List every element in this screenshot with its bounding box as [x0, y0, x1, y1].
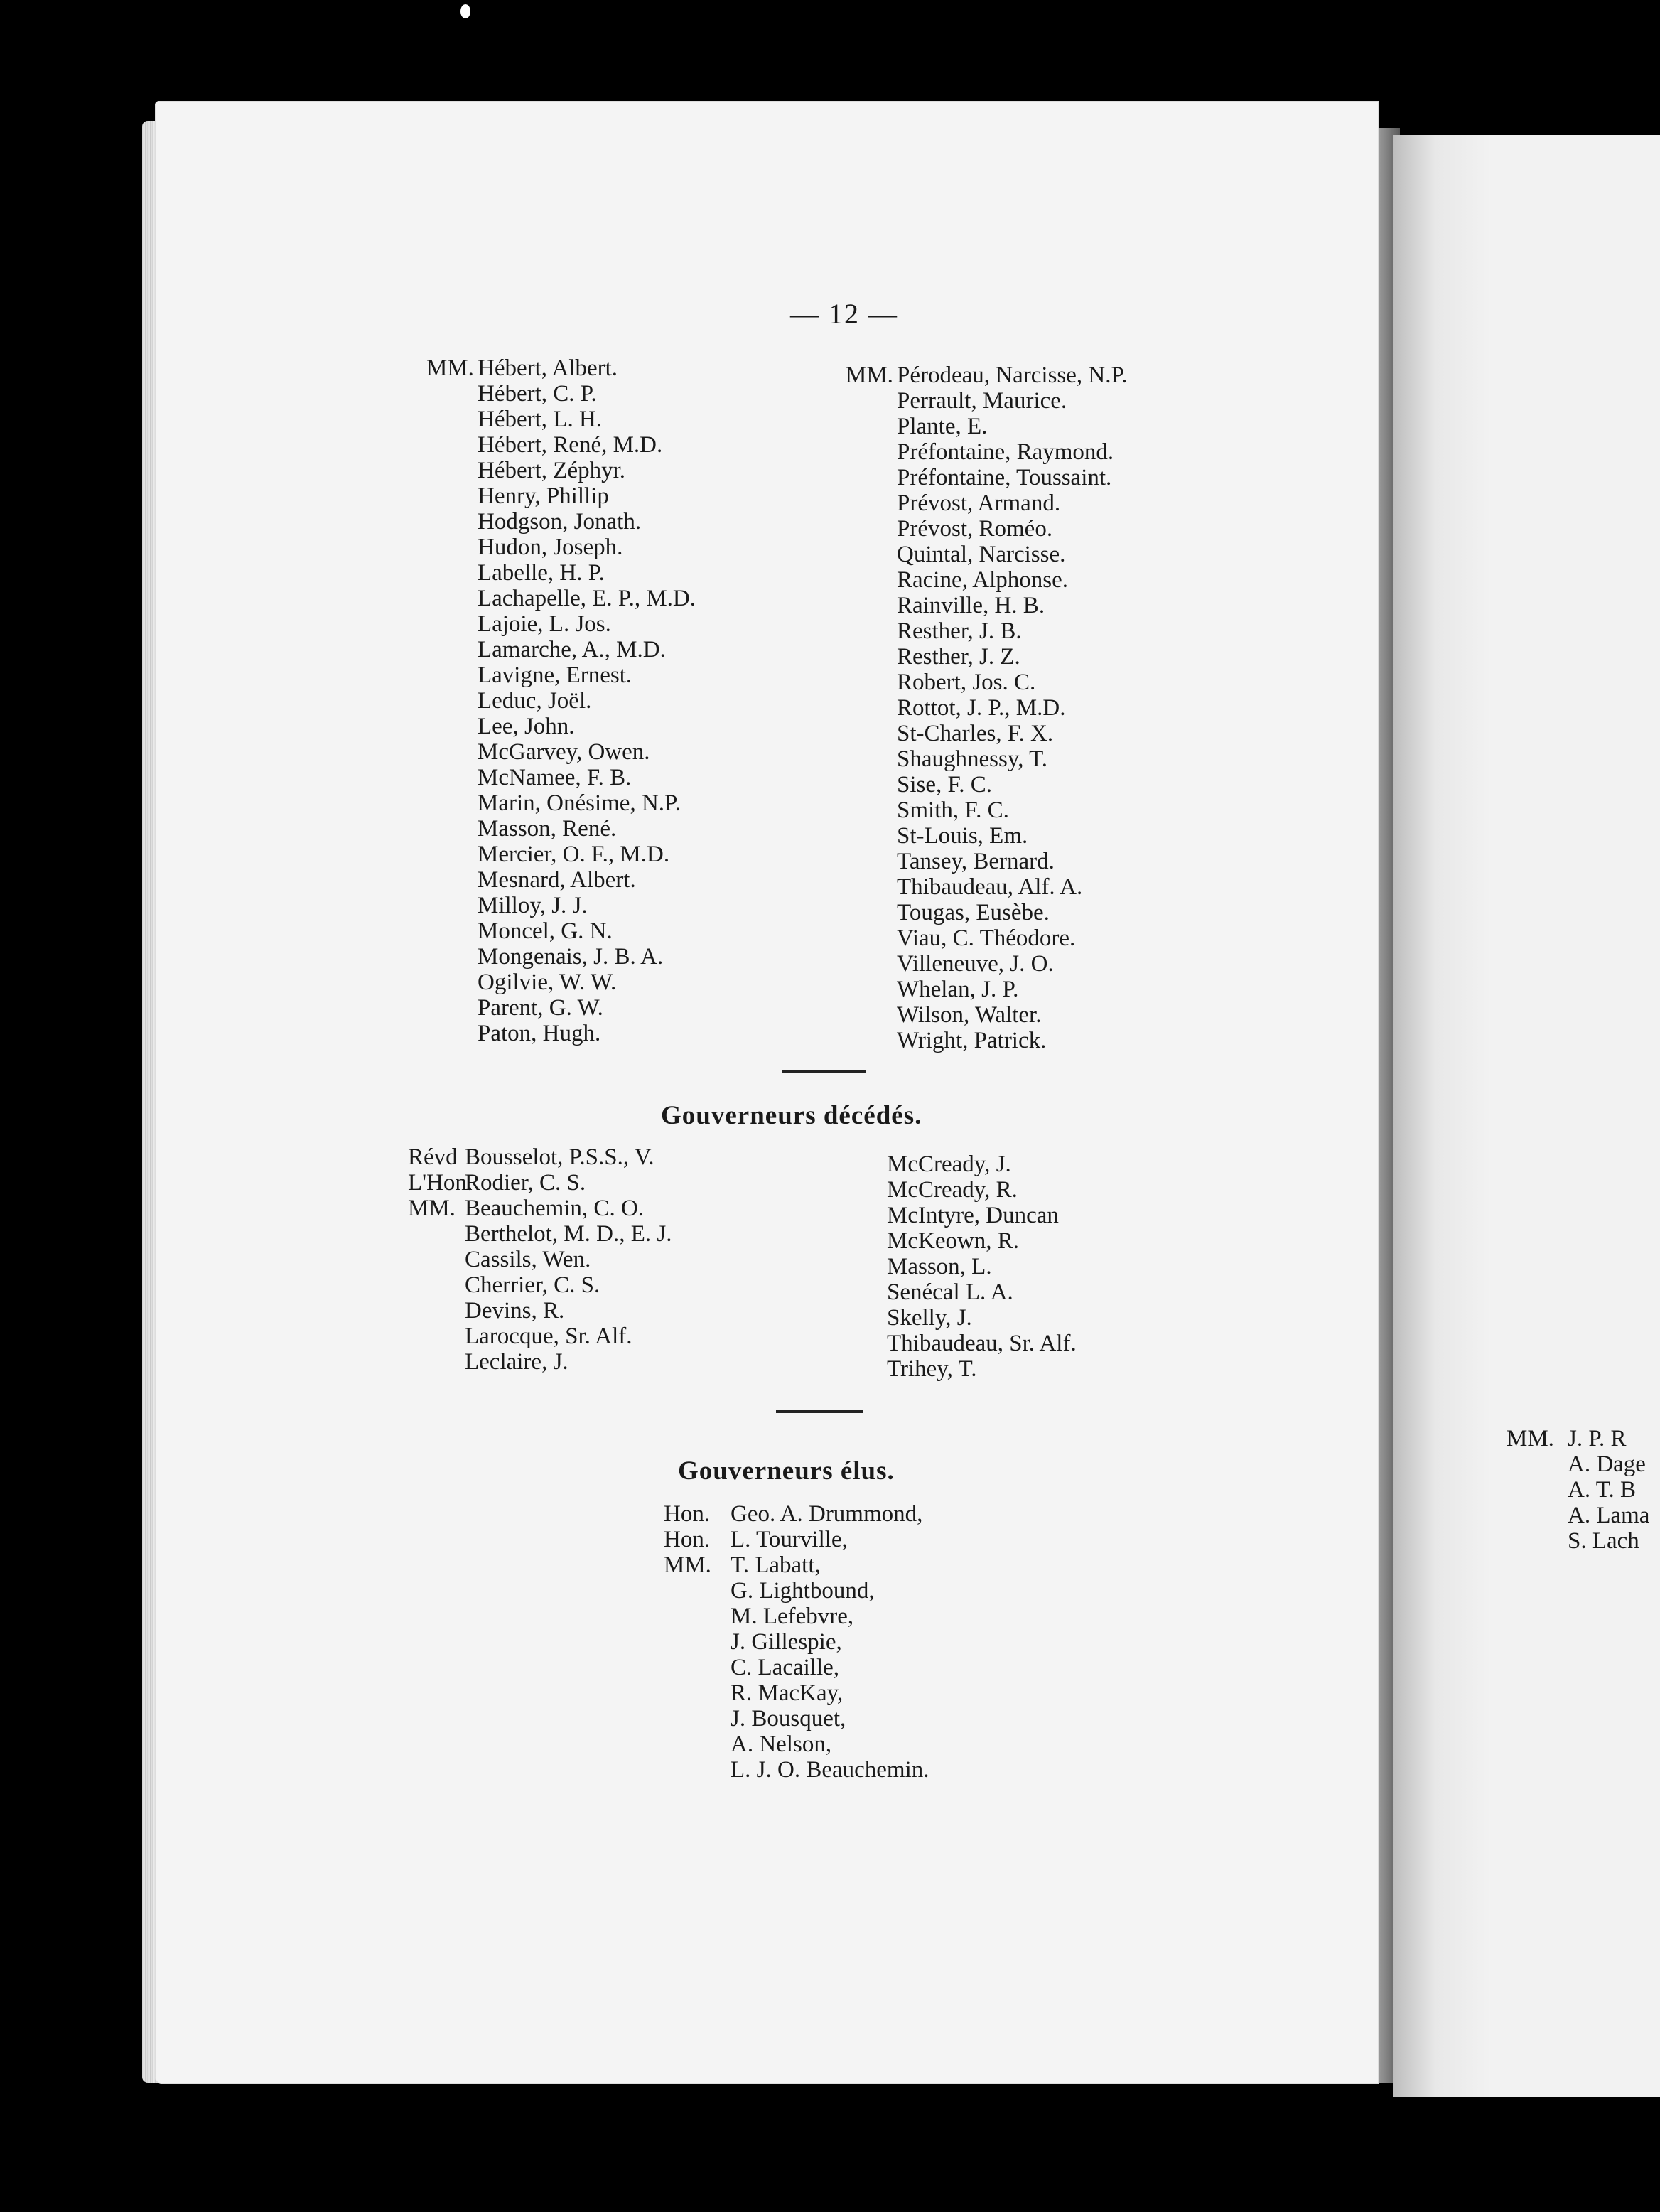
next-page — [1393, 135, 1660, 2097]
member-name-text: Mongenais, J. B. A. — [478, 944, 664, 970]
member-name — [846, 721, 1127, 746]
deceased-prefix: MM. — [408, 1196, 456, 1221]
elected-name: G. Lightbound, — [731, 1578, 875, 1604]
member-name — [846, 516, 1127, 542]
fragment-text: J. P. R — [1568, 1426, 1627, 1451]
member-name — [426, 918, 696, 944]
elected-entry — [664, 1629, 929, 1655]
member-name-text: Robert, Jos. C. — [897, 670, 1036, 695]
elected-entry — [664, 1552, 929, 1578]
fragment-text: A. Dage — [1568, 1451, 1646, 1477]
member-prefix: MM. — [426, 355, 474, 381]
member-name-text: Hébert, C. P. — [478, 381, 597, 407]
member-name-text: Tougas, Eusèbe. — [897, 900, 1050, 925]
member-name — [846, 670, 1127, 695]
member-name-text: McNamee, F. B. — [478, 765, 632, 790]
member-prefix: MM. — [846, 363, 893, 388]
deceased-entry: Senécal L. A. — [887, 1279, 1013, 1305]
member-name-text: Moncel, G. N. — [478, 918, 613, 944]
deceased-name: Cassils, Wen. — [465, 1247, 591, 1272]
member-name-text: Mercier, O. F., M.D. — [478, 842, 670, 867]
member-name — [426, 944, 696, 970]
deceased-entry — [408, 1196, 672, 1221]
member-name-text: McGarvey, Owen. — [478, 739, 650, 765]
member-name-text: Hébert, Zéphyr. — [478, 458, 626, 483]
member-name-text: Viau, C. Théodore. — [897, 925, 1076, 951]
member-name — [426, 381, 696, 407]
member-name-text: Resther, J. Z. — [897, 644, 1020, 670]
member-name — [846, 1028, 1127, 1053]
member-name — [846, 593, 1127, 618]
member-name-text: Quintal, Narcisse. — [897, 542, 1066, 567]
member-name — [426, 893, 696, 918]
next-page-fragment — [1507, 1426, 1649, 1554]
member-name-text: Whelan, J. P. — [897, 977, 1019, 1002]
fragment-line — [1507, 1477, 1649, 1503]
elected-name: M. Lefebvre, — [731, 1604, 854, 1629]
member-name — [426, 611, 696, 637]
deceased-entry: Trihey, T. — [887, 1356, 977, 1382]
member-name-text: Masson, René. — [478, 816, 617, 842]
member-name-text: Leduc, Joël. — [478, 688, 592, 714]
elected-entry — [664, 1527, 929, 1552]
deceased-entry — [408, 1144, 672, 1170]
deceased-name: Berthelot, M. D., E. J. — [465, 1221, 672, 1247]
elected-name: J. Bousquet, — [731, 1706, 846, 1732]
member-name — [846, 618, 1127, 644]
member-name-text: Préfontaine, Raymond. — [897, 439, 1114, 465]
deceased-prefix: L'Hon. — [408, 1170, 473, 1196]
member-name-text: Henry, Phillip — [478, 483, 609, 509]
deceased-name: Devins, R. — [465, 1298, 565, 1324]
member-name — [426, 586, 696, 611]
member-name-text: Villeneuve, J. O. — [897, 951, 1054, 977]
elected-prefix: MM. — [664, 1552, 711, 1578]
elected-name: T. Labatt, — [731, 1552, 821, 1578]
fragment-text: A. Lama — [1568, 1503, 1650, 1528]
deceased-entry — [408, 1324, 672, 1349]
member-name — [846, 439, 1127, 465]
member-name — [426, 535, 696, 560]
elected-entry — [664, 1680, 929, 1706]
member-name-text: St-Louis, Em. — [897, 823, 1028, 849]
deceased-entry — [408, 1298, 672, 1324]
elected-entry — [664, 1655, 929, 1680]
member-name-text: Perrault, Maurice. — [897, 388, 1067, 414]
member-name — [426, 970, 696, 995]
elected-name: L. J. O. Beauchemin. — [731, 1757, 929, 1783]
member-name-text: Resther, J. B. — [897, 618, 1022, 644]
member-name-text: Wilson, Walter. — [897, 1002, 1042, 1028]
member-name-text: Labelle, H. P. — [478, 560, 605, 586]
member-name-text: Tansey, Bernard. — [897, 849, 1055, 874]
scan-speck — [460, 4, 470, 18]
elected-name: L. Tourville, — [731, 1527, 848, 1552]
page-number: — 12 — — [790, 298, 898, 330]
member-name-text: Prévost, Armand. — [897, 490, 1061, 516]
deceased-entry — [408, 1247, 672, 1272]
member-name — [846, 746, 1127, 772]
member-name-text: Hodgson, Jonath. — [478, 509, 642, 535]
member-name — [426, 458, 696, 483]
deceased-name: Rodier, C. S. — [465, 1170, 586, 1196]
member-name — [426, 1021, 696, 1046]
member-name-text: Pérodeau, Narcisse, N.P. — [897, 363, 1128, 388]
elected-name: A. Nelson, — [731, 1732, 832, 1757]
member-name — [846, 951, 1127, 977]
member-name-text: Prévost, Roméo. — [897, 516, 1053, 542]
deceased-entry: Thibaudeau, Sr. Alf. — [887, 1331, 1077, 1356]
member-name — [426, 483, 696, 509]
fragment-line — [1507, 1503, 1649, 1528]
deceased-entry — [408, 1349, 672, 1375]
fragment-text: S. Lach — [1568, 1528, 1639, 1554]
member-name — [846, 490, 1127, 516]
member-name — [426, 407, 696, 432]
member-name — [846, 849, 1127, 874]
member-name-text: Paton, Hugh. — [478, 1021, 601, 1046]
elected-name: R. MacKay, — [731, 1680, 844, 1706]
deceased-list-right — [887, 1151, 1077, 1382]
elected-prefix: Hon. — [664, 1501, 711, 1527]
deceased-entry — [408, 1272, 672, 1298]
member-name-text: Plante, E. — [897, 414, 988, 439]
member-name — [846, 977, 1127, 1002]
member-name — [846, 363, 1127, 388]
elected-entry — [664, 1578, 929, 1604]
elected-entry — [664, 1757, 929, 1783]
member-name-text: Préfontaine, Toussaint. — [897, 465, 1112, 490]
member-name — [846, 798, 1127, 823]
deceased-prefix: Révd — [408, 1144, 458, 1170]
deceased-entry: McIntyre, Duncan — [887, 1203, 1059, 1228]
member-name — [846, 388, 1127, 414]
elected-entry — [664, 1732, 929, 1757]
member-name — [846, 823, 1127, 849]
member-name-text: Parent, G. W. — [478, 995, 603, 1021]
member-name-text: Rottot, J. P., M.D. — [897, 695, 1066, 721]
deceased-name: Beauchemin, C. O. — [465, 1196, 645, 1221]
member-name — [426, 790, 696, 816]
deceased-entry — [408, 1170, 672, 1196]
member-name-text: Shaughnessy, T. — [897, 746, 1048, 772]
member-name — [846, 414, 1127, 439]
member-name — [846, 644, 1127, 670]
deceased-entry — [408, 1221, 672, 1247]
elected-list — [664, 1501, 929, 1783]
elected-name: C. Lacaille, — [731, 1655, 840, 1680]
deceased-name: Leclaire, J. — [465, 1349, 568, 1375]
member-name-text: St-Charles, F. X. — [897, 721, 1054, 746]
member-name-text: Thibaudeau, Alf. A. — [897, 874, 1083, 900]
member-name-text: Hébert, Albert. — [478, 355, 618, 381]
member-name-text: Lamarche, A., M.D. — [478, 637, 666, 662]
section-divider — [776, 1410, 863, 1413]
fragment-line — [1507, 1426, 1649, 1451]
deceased-entry: McCready, J. — [887, 1151, 1011, 1177]
member-name — [426, 842, 696, 867]
member-name — [846, 1002, 1127, 1028]
member-name — [426, 688, 696, 714]
member-name — [426, 509, 696, 535]
section-divider — [782, 1070, 866, 1073]
elected-heading: Gouverneurs élus. — [678, 1456, 895, 1486]
fragment-line — [1507, 1451, 1649, 1477]
member-name-text: Rainville, H. B. — [897, 593, 1045, 618]
deceased-entry: McKeown, R. — [887, 1228, 1020, 1254]
member-name — [426, 714, 696, 739]
member-name — [426, 867, 696, 893]
deceased-entry: Masson, L. — [887, 1254, 992, 1279]
deceased-list-left — [408, 1144, 672, 1375]
elected-name: Geo. A. Drummond, — [731, 1501, 923, 1527]
member-name — [846, 465, 1127, 490]
member-name-text: Racine, Alphonse. — [897, 567, 1069, 593]
member-name — [426, 637, 696, 662]
member-name — [426, 355, 696, 381]
fragment-text: A. T. B — [1568, 1477, 1636, 1503]
member-name-text: Hébert, L. H. — [478, 407, 603, 432]
member-name — [426, 739, 696, 765]
deceased-name: Bousselot, P.S.S., V. — [465, 1144, 654, 1170]
member-name-text: Hébert, René, M.D. — [478, 432, 663, 458]
member-name — [426, 816, 696, 842]
member-name — [426, 662, 696, 688]
elected-entry — [664, 1604, 929, 1629]
member-name — [426, 765, 696, 790]
elected-prefix: Hon. — [664, 1527, 711, 1552]
book-page — [155, 101, 1379, 2084]
fragment-line — [1507, 1528, 1649, 1554]
deceased-entry: Skelly, J. — [887, 1305, 972, 1331]
deceased-name: Larocque, Sr. Alf. — [465, 1324, 632, 1349]
member-name-text: Ogilvie, W. W. — [478, 970, 617, 995]
deceased-name: Cherrier, C. S. — [465, 1272, 600, 1298]
member-name — [846, 772, 1127, 798]
member-name — [846, 925, 1127, 951]
member-name-text: Lachapelle, E. P., M.D. — [478, 586, 696, 611]
member-name-text: Lee, John. — [478, 714, 575, 739]
member-name-text: Mesnard, Albert. — [478, 867, 636, 893]
member-name — [846, 567, 1127, 593]
member-name — [846, 900, 1127, 925]
member-name — [846, 542, 1127, 567]
member-name-text: Milloy, J. J. — [478, 893, 588, 918]
fragment-prefix: MM. — [1507, 1426, 1554, 1451]
members-list-right — [846, 363, 1127, 1053]
member-name — [846, 874, 1127, 900]
elected-entry — [664, 1706, 929, 1732]
elected-name: J. Gillespie, — [731, 1629, 842, 1655]
member-name — [426, 432, 696, 458]
members-list-left — [426, 355, 696, 1046]
member-name-text: Smith, F. C. — [897, 798, 1009, 823]
member-name-text: Hudon, Joseph. — [478, 535, 623, 560]
member-name-text: Marin, Onésime, N.P. — [478, 790, 681, 816]
member-name-text: Wright, Patrick. — [897, 1028, 1047, 1053]
elected-entry — [664, 1501, 929, 1527]
member-name — [426, 995, 696, 1021]
member-name-text: Sise, F. C. — [897, 772, 992, 798]
member-name — [426, 560, 696, 586]
deceased-entry: McCready, R. — [887, 1177, 1018, 1203]
member-name-text: Lavigne, Ernest. — [478, 662, 632, 688]
member-name-text: Lajoie, L. Jos. — [478, 611, 611, 637]
deceased-heading: Gouverneurs décédés. — [661, 1101, 922, 1130]
member-name — [846, 695, 1127, 721]
